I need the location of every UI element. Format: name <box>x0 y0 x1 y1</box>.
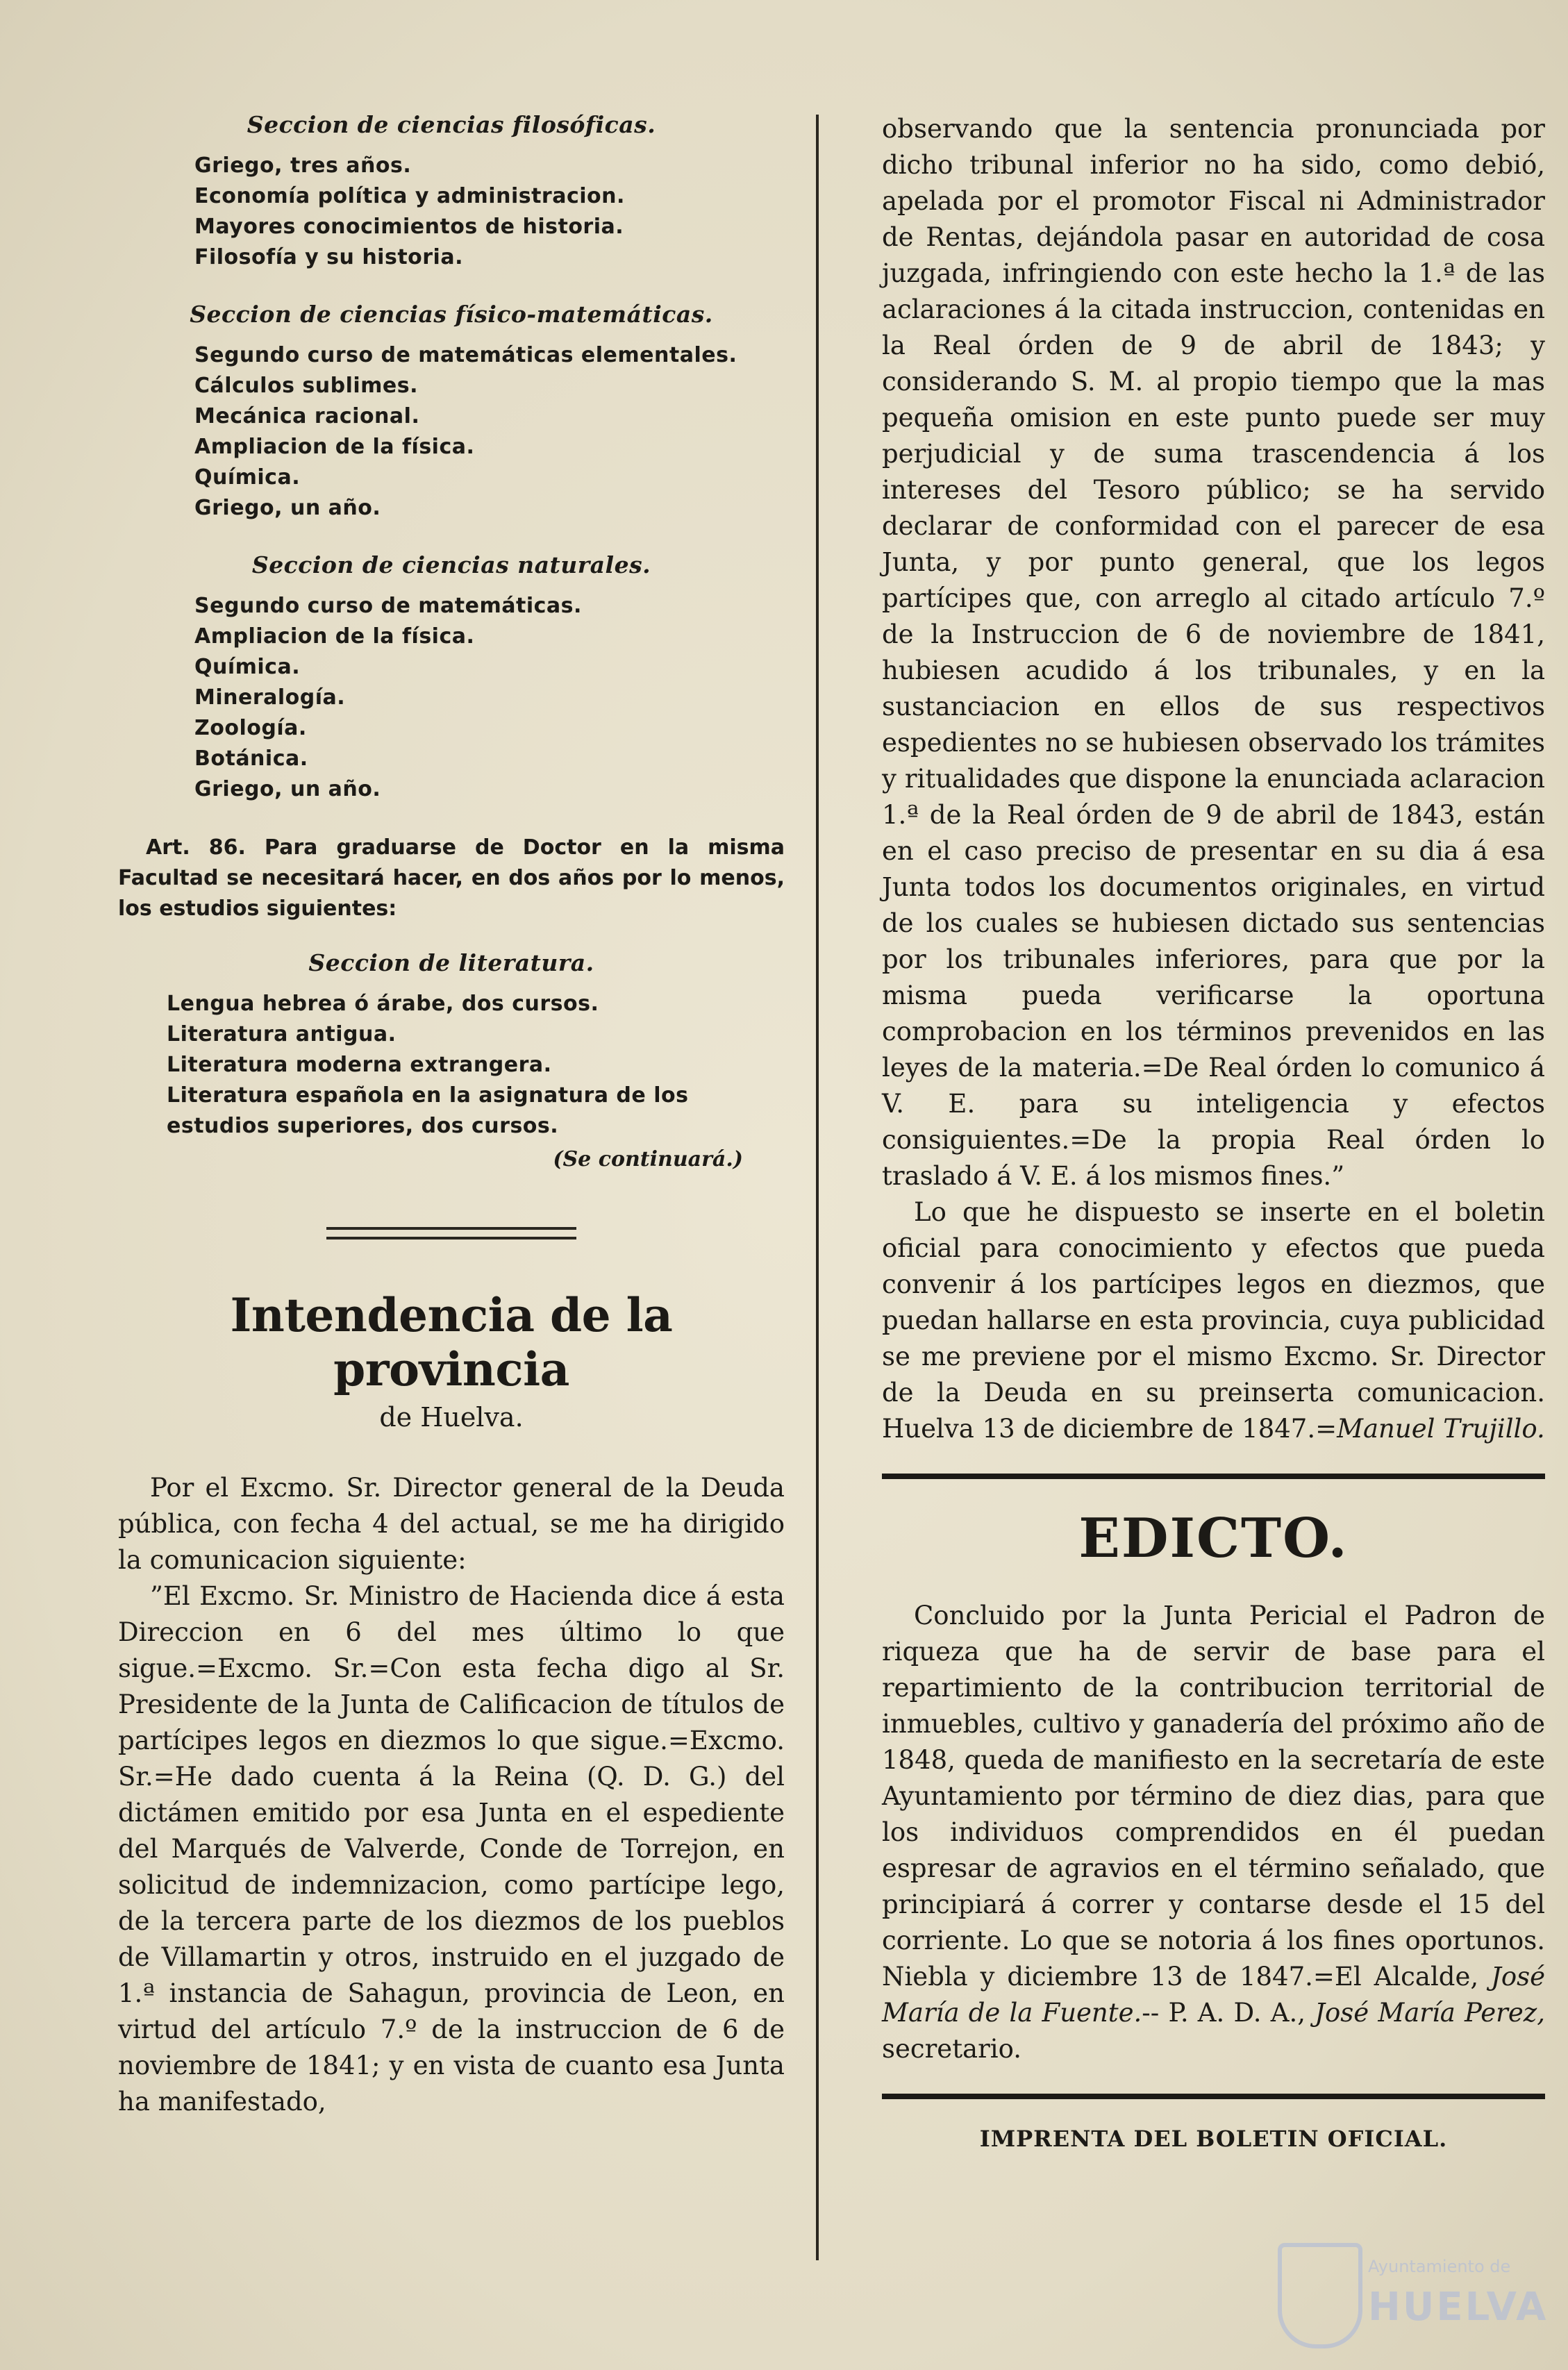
edicto-title: EDICTO. <box>1078 1507 1349 1570</box>
course-item: Segundo curso de matemáticas. <box>194 594 582 618</box>
course-item: Ampliacion de la física. <box>194 624 475 649</box>
course-item: Química. <box>194 465 301 490</box>
heavy-rule <box>882 2094 1545 2099</box>
watermark-small-text: Ayuntamiento de <box>1368 2257 1511 2276</box>
course-item: Botánica. <box>194 746 308 771</box>
course-item: Literatura antigua. <box>167 1022 397 1046</box>
right-column <box>882 111 1545 2152</box>
huelva-watermark <box>1278 2243 1549 2347</box>
edicto-mid: -- P. A. D. A., <box>1142 1998 1315 2028</box>
edicto-text: Concluido por la Junta Pericial el Padron de riqueza que ha de servir de base para el repartimiento de la contribucion territorial de inmuebles, cultivo y ganadería del próximo año de 1848, queda de manifiesto en la secretaría de este Ayuntamiento por término de diez dias, para que los individuos comprendidos en él puedan espresar de agravios en el término señalado, que principiará á correr y contarse desde el 15 del corriente. Lo que se notoria á los fines oportunos. Niebla y diciembre 13 de 1847.=El Alcalde, <box>882 1601 1545 1992</box>
course-item: Cálculos sublimes. <box>194 374 418 398</box>
course-item: Química. <box>194 655 301 679</box>
section-title-fisico-matematicas: Seccion de ciencias físico-matemáticas. <box>190 301 713 328</box>
course-item: Ampliacion de la física. <box>194 435 475 459</box>
crest-icon <box>1278 2243 1362 2348</box>
course-item: Literatura española en la asignatura de los estudios superiores, dos cursos. <box>167 1083 689 1138</box>
course-list-filosoficas <box>194 151 785 273</box>
body-paragraph: Por el Excmo. Sr. Director general de la Deuda pública, con fecha 4 del actual, se me ha dirigido la comunicacion siguiente: <box>118 1473 785 1575</box>
course-item: Segundo curso de matemáticas elementales. <box>194 343 737 367</box>
section-title-literatura: Seccion de literatura. <box>308 949 594 976</box>
course-list-fisico-matematicas <box>194 340 785 524</box>
subheadline-huelva: de Huelva. <box>379 1402 524 1433</box>
imprenta-footer: IMPRENTA DEL BOLETIN OFICIAL. <box>979 2126 1448 2152</box>
signature: Manuel Trujillo. <box>1337 1414 1545 1444</box>
alcalde-signature: José María de la Fuente. <box>882 1962 1545 2028</box>
course-item: Lengua hebrea ó árabe, dos cursos. <box>167 992 599 1016</box>
course-item: Griego, tres años. <box>194 153 412 178</box>
headline-intendencia: Intendencia de la provincia <box>230 1288 673 1396</box>
section-title-filosoficas: Seccion de ciencias filosóficas. <box>247 111 656 138</box>
course-item: Economía política y administracion. <box>194 184 625 208</box>
course-item: Mayores conocimientos de historia. <box>194 215 624 239</box>
course-item: Mecánica racional. <box>194 404 420 428</box>
course-item: Filosofía y su historia. <box>194 245 463 269</box>
body-paragraph: ”El Excmo. Sr. Ministro de Hacienda dice á esta Direccion en 6 del mes último lo que sigue.=Excmo. Sr.=Con esta fecha digo al Sr. Presidente de la Junta de Calificacion de títulos de partícipes legos en diezmos lo que sigue.=Excmo. Sr.=He dado cuenta á la Reina (Q. D. G.) del dictámen emitido por esa Junta en el espediente del Marqués de Valverde, Conde de Torrejon, en solicitud de indemnizacion, como partícipe lego, de la tercera parte de los diezmos de los pueblos de Villamartin y otros, instruido en el juzgado de 1.ª instancia de Sahagun, provincia de Leon, en virtud del artículo 7.º de la instruccion de 6 de noviembre de 1841; y en vista de cuanto esa Junta ha manifestado, <box>118 1581 785 2117</box>
body-paragraph-closing <box>882 1194 1545 1447</box>
course-item: Griego, un año. <box>194 777 381 801</box>
course-item: Zoología. <box>194 716 307 740</box>
section-title-naturales: Seccion de ciencias naturales. <box>251 551 651 578</box>
body-paragraph: observando que la sentencia pronunciada por dicho tribunal inferior no ha sido, como debió, apelada por el promotor Fiscal ni Administrador de Rentas, dejándola pasar en autoridad de cosa juzgada, infringiendo con este hecho la 1.ª de las aclaraciones á la citada instruccion, contenidas en la Real órden de 9 de abril de 1843; y considerando S. M. al propio tiempo que la mas pequeña omision en este punto puede ser muy perjudicial y de suma trascendencia á los intereses del Tesoro público; se ha servido declarar de conformidad con el parecer de esa Junta, y por punto general, que los legos partícipes que, con arreglo al citado artículo 7.º de la Instruccion de 6 de noviembre de 1841, hubiesen acudido á los tribunales, y en la sustanciacion en ellos de sus respectivos espedientes no se hubiesen observado los trámites y ritualidades que dispone la enunciada aclaracion 1.ª de la Real órden de 9 de abril de 1843, están en el caso preciso de presentar en su dia á esa Junta todos los documentos originales, en virtud de los cuales se hubiesen dictado sus sentencias por los tribunales inferiores, para que por la misma pueda verificarse la oportuna comprobacion en los términos prevenidos en las leyes de la materia.=De Real órden lo comunico á V. E. para su inteligencia y efectos consiguientes.=De la propia Real órden lo traslado á V. E. á los mismos fines.” <box>882 114 1545 1191</box>
course-item: Griego, un año. <box>194 496 381 520</box>
closing-text: Lo que he dispuesto se inserte en el boletin oficial para conocimiento y efectos que pueda convenir á los partícipes legos en diezmos, que puedan hallarse en esta provincia, cuya publicidad se me previene por el mismo Excmo. Sr. Director de la Deuda en su preinserta comunicacion. Huelva 13 de diciembre de 1847.= <box>882 1197 1545 1444</box>
continuara-note: (Se continuará.) <box>553 1147 743 1171</box>
left-column <box>118 111 785 2120</box>
edicto-end: secretario. <box>882 2034 1022 2064</box>
course-item: Mineralogía. <box>194 685 346 710</box>
double-rule-divider <box>326 1227 576 1240</box>
heavy-rule <box>882 1474 1545 1479</box>
article-86: Art. 86. Para graduarse de Doctor en la misma Facultad se necesitará hacer, en dos años por lo menos, los estudios siguientes: <box>118 835 785 921</box>
watermark-big-text: HUELVA <box>1368 2285 1549 2330</box>
course-list-literatura <box>167 989 785 1142</box>
edicto-paragraph <box>882 1598 1545 2067</box>
course-item: Literatura moderna extrangera. <box>167 1053 552 1077</box>
secretario-signature: José María Perez, <box>1315 1998 1545 2028</box>
column-divider <box>816 115 819 2260</box>
course-list-naturales <box>194 591 785 805</box>
